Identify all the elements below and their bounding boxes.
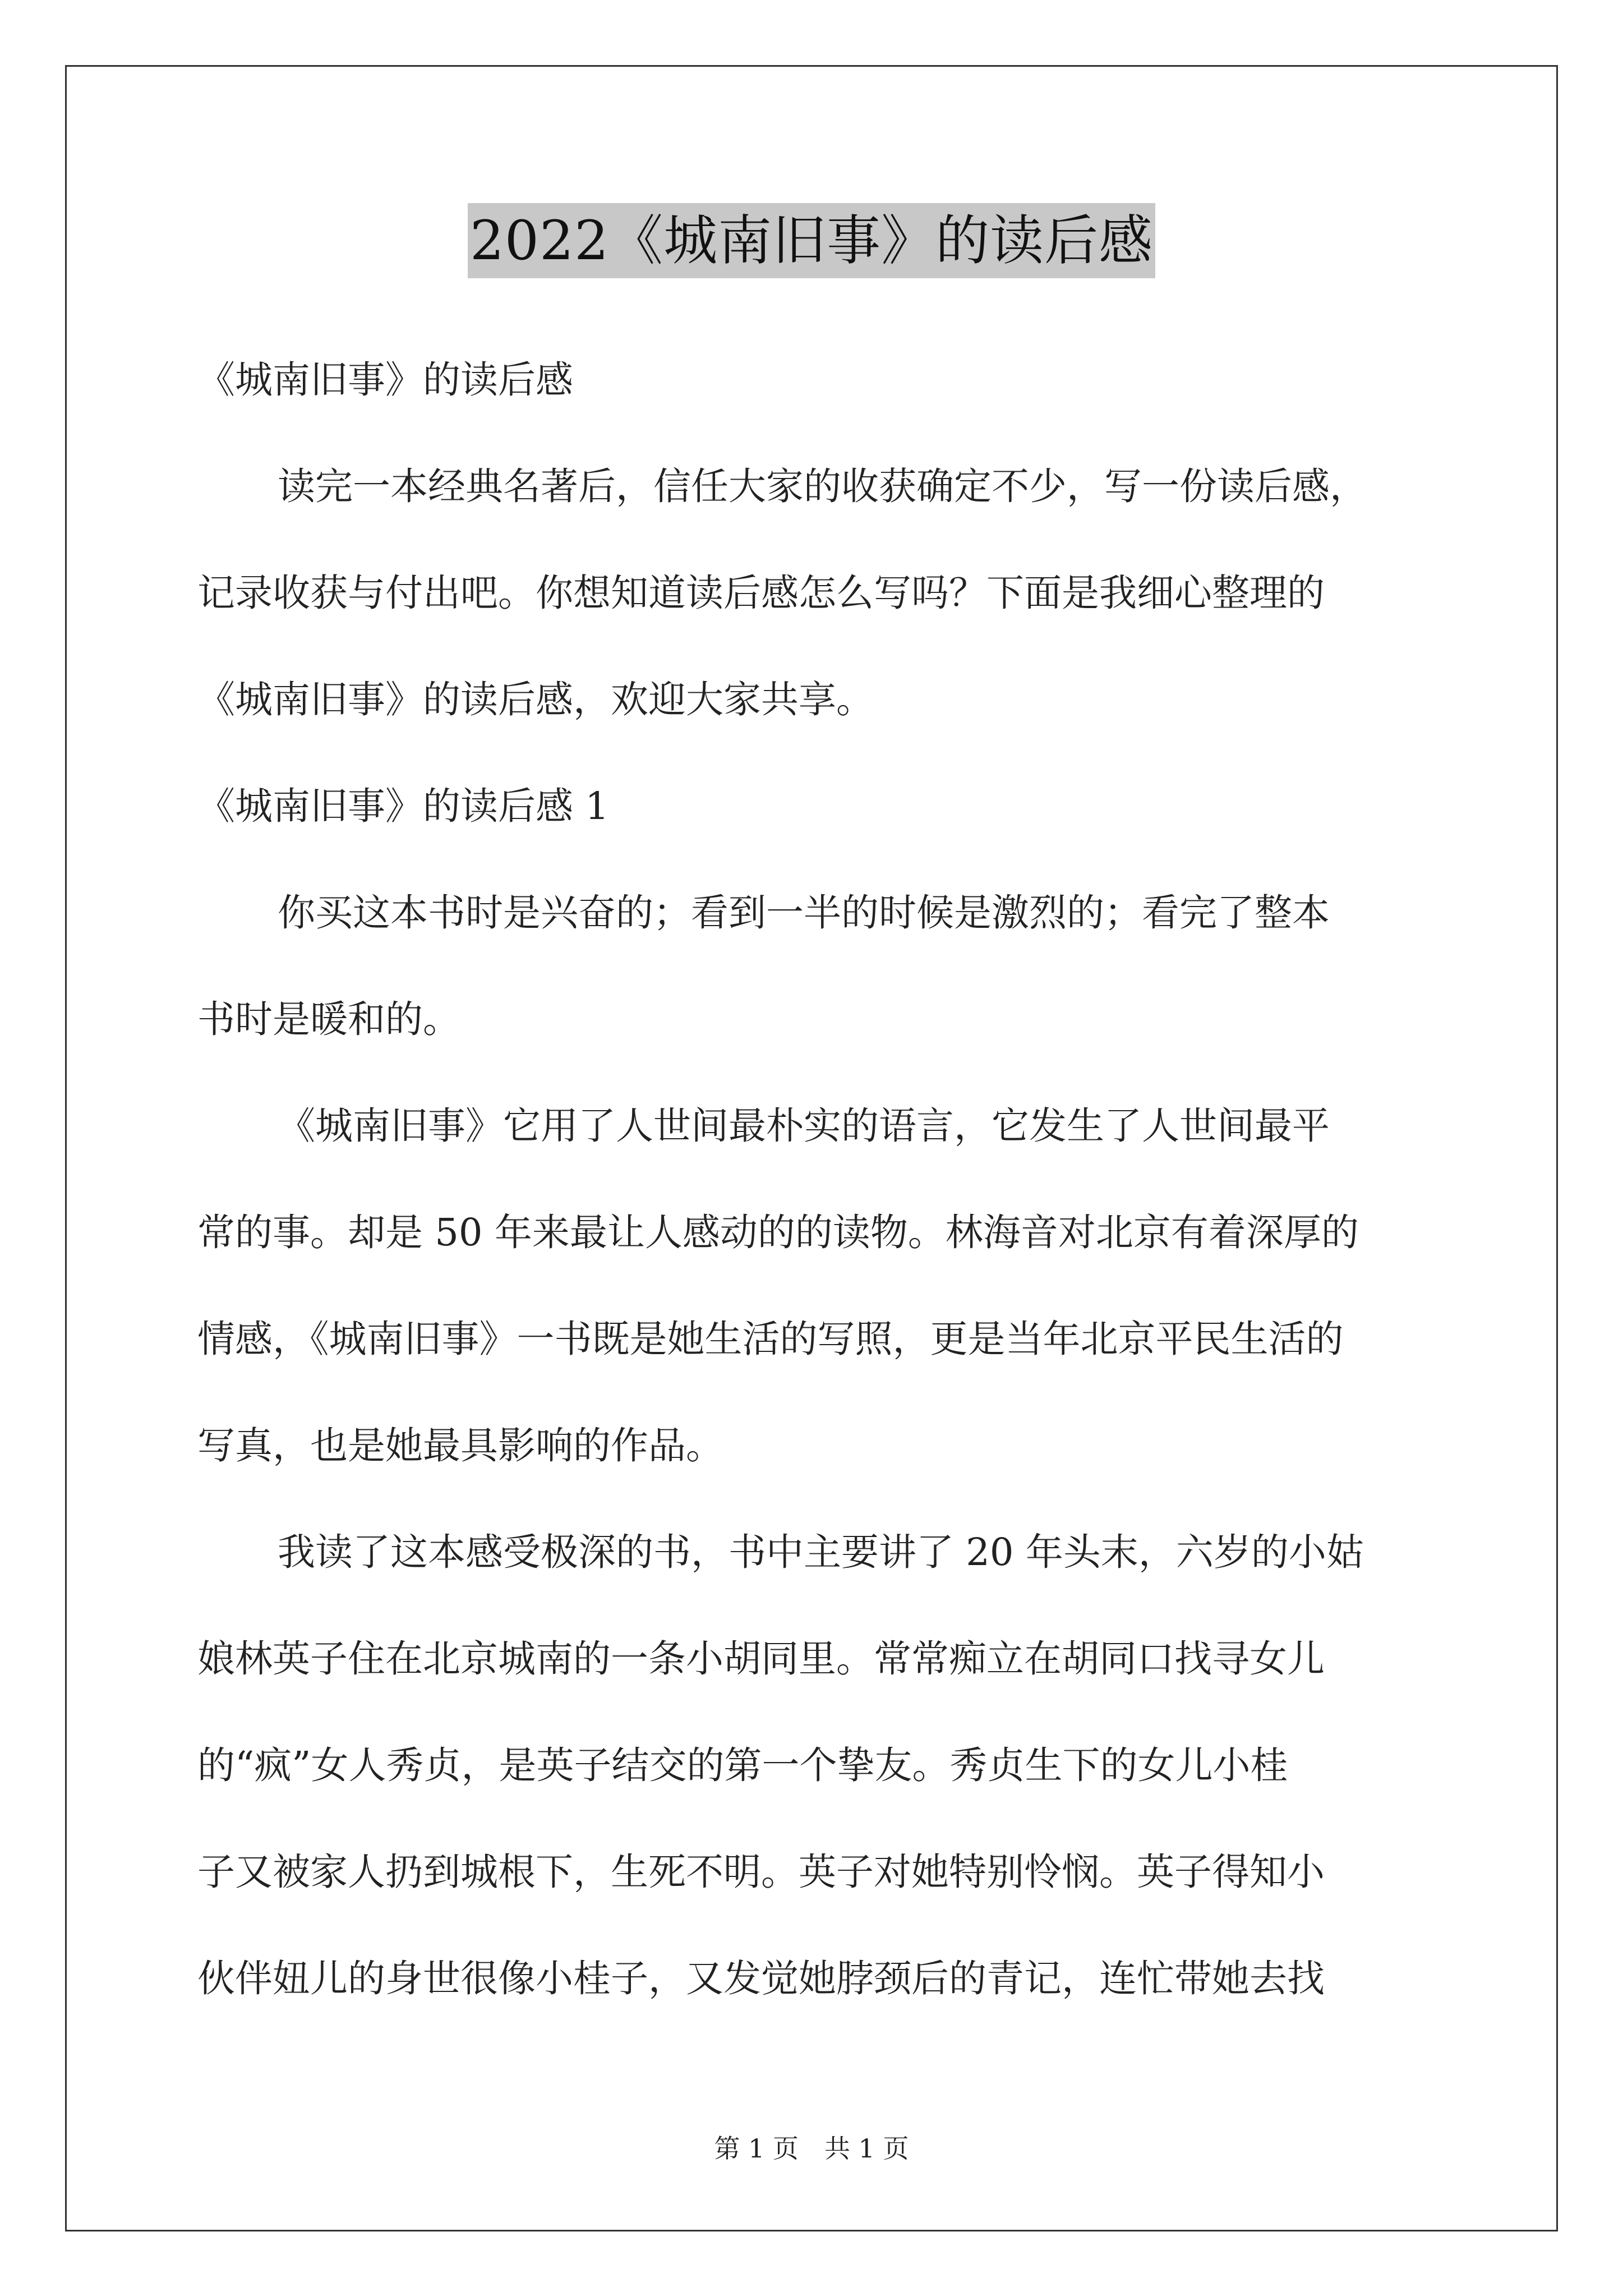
paragraph-line: 子又被家人扔到城根下，生死不明。英子对她特别怜悯。英子得知小 xyxy=(197,1850,1325,1894)
paragraph-line: 情感，《城南旧事》一书既是她生活的写照，更是当年北京平民生活的 xyxy=(197,1317,1344,1361)
paragraph-line: 《城南旧事》的读后感，欢迎大家共享。 xyxy=(197,678,874,721)
document-title: 2022《城南旧事》的读后感 xyxy=(468,203,1155,278)
paragraph-line: 伙伴妞儿的身世很像小桂子，又发觉她脖颈后的青记，连忙带她去找 xyxy=(197,1957,1325,2000)
paragraph-line: 读完一本经典名著后，信任大家的收获确定不少，写一份读后感， xyxy=(278,464,1367,508)
paragraph-line: 《城南旧事》它用了人世间最朴实的语言，它发生了人世间最平 xyxy=(278,1104,1330,1148)
subtitle-line: 《城南旧事》的读后感 xyxy=(197,358,573,402)
paragraph-line: 你买这本书时是兴奋的；看到一半的时候是激烈的；看完了整本 xyxy=(278,891,1330,935)
paragraph-line: 我读了这本感受极深的书，书中主要讲了 20 年头末，六岁的小姑 xyxy=(278,1530,1364,1574)
paragraph-line: 常的事。却是 50 年来最让人感动的的读物。林海音对北京有着深厚的 xyxy=(197,1211,1359,1254)
paragraph-line: 书时是暖和的。 xyxy=(197,997,460,1041)
section-heading: 《城南旧事》的读后感 1 xyxy=(197,784,609,828)
paragraph-line: 记录收获与付出吧。你想知道读后感怎么写吗？下面是我细心整理的 xyxy=(197,571,1325,615)
paragraph-line: 写真，也是她最具影响的作品。 xyxy=(197,1424,723,1467)
title-container xyxy=(0,203,1623,278)
paragraph-line: 的“疯”女人秀贞，是英子结交的第一个挚友。秀贞生下的女儿小桂 xyxy=(197,1743,1288,1787)
paragraph-line: 娘林英子住在北京城南的一条小胡同里。常常痴立在胡同口找寻女儿 xyxy=(197,1637,1325,1681)
page-footer: 第 1 页 共 1 页 xyxy=(714,2133,909,2164)
